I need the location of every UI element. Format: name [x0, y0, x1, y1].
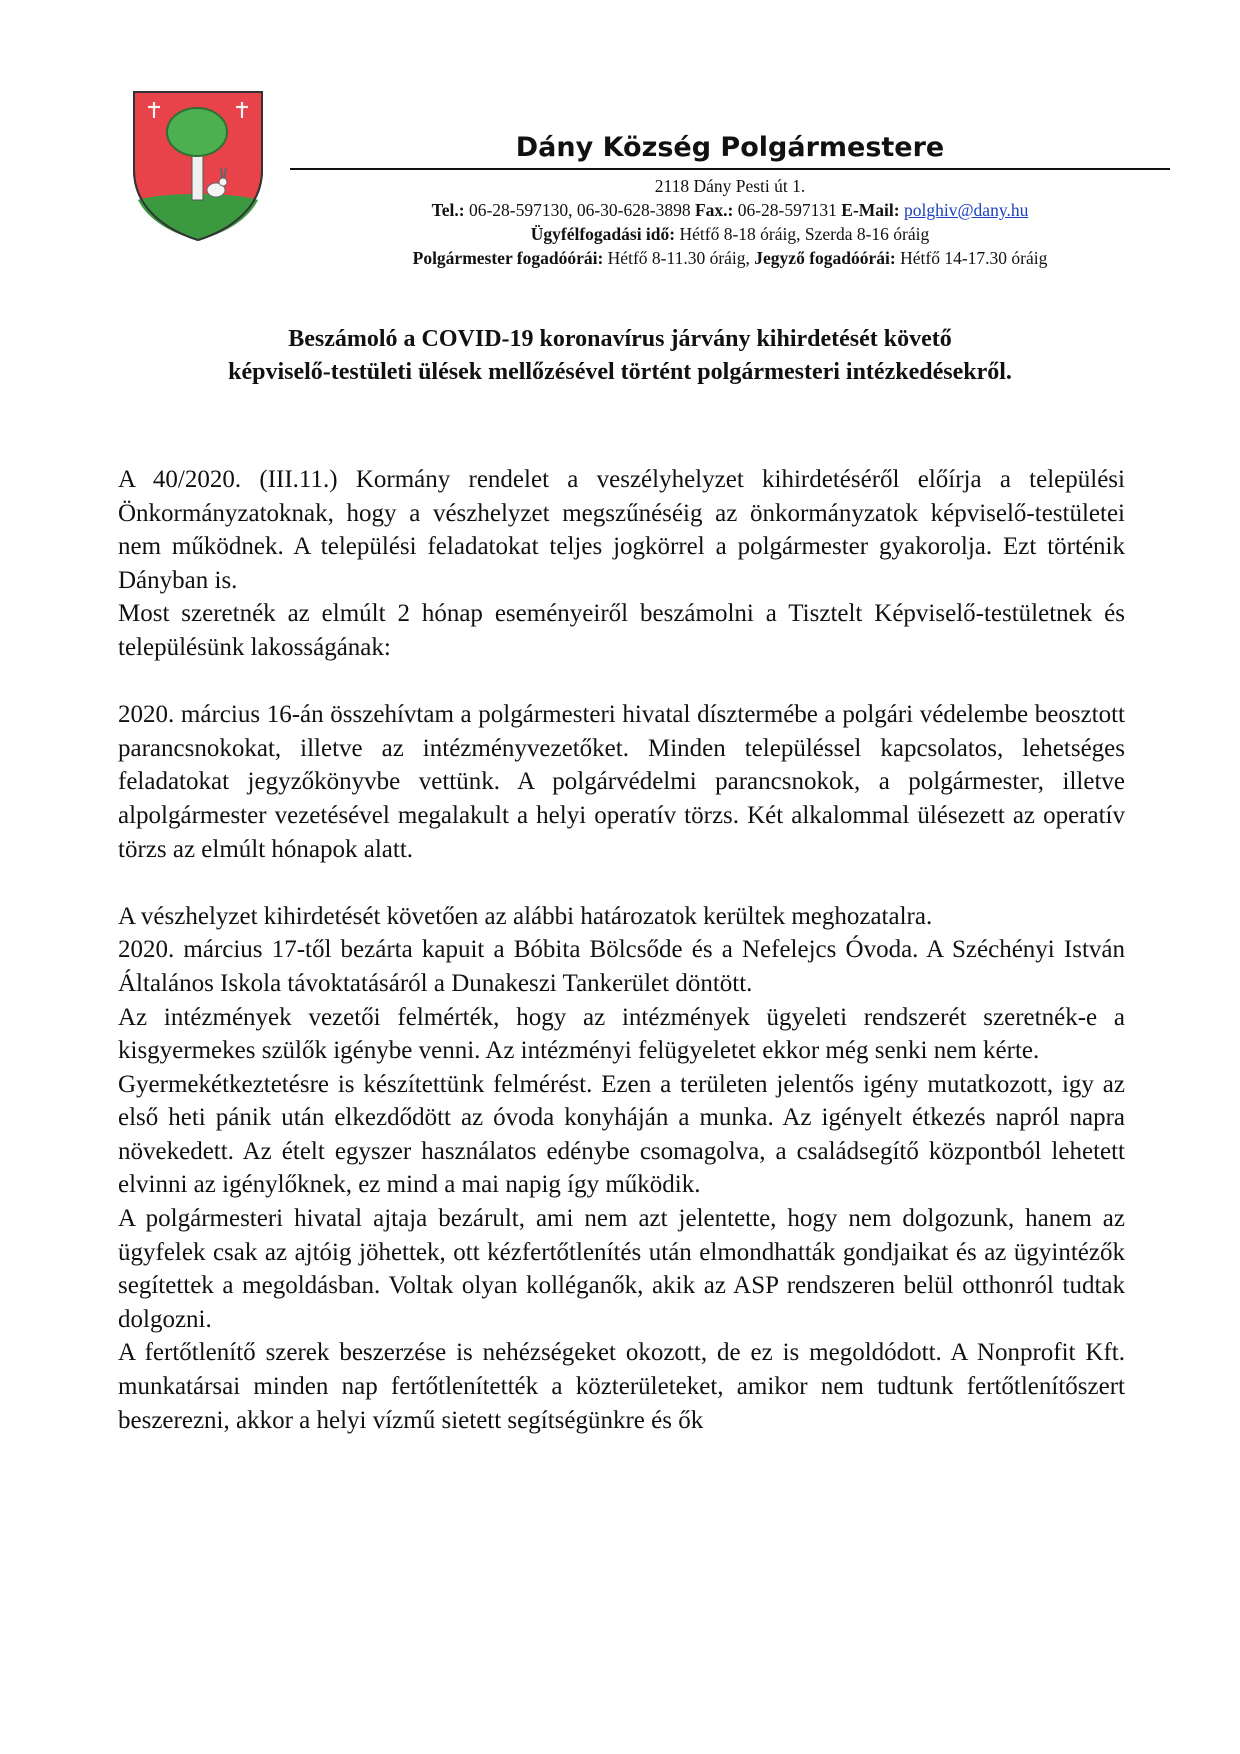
email-label: E-Mail:	[841, 200, 900, 220]
document-body	[118, 463, 1125, 1437]
paragraph: A vészhelyzet kihirdetését követően az alábbi határozatok kerültek meghozatalra.	[118, 902, 933, 930]
office-hours-value: Hétfő 8-18 óráig, Szerda 8-16 óráig	[679, 224, 930, 244]
title-line-1: Beszámoló a COVID-19 koronavírus járvány kihirdetését követő	[288, 326, 952, 352]
notary-hours-label: Jegyző fogadóórái:	[754, 248, 896, 268]
paragraph: A 40/2020. (III.11.) Kormány rendelet a veszélyhelyzet kihirdetéséről előírja a települési Önkormányzatoknak, hogy a vészhelyzet megszűnéséig az önkormányzatok képviselő-testületei nem működnek. A települési feladatokat teljes jogkörrel a polgármester gyakorolja. Ezt történik Dányban is.	[118, 466, 1125, 594]
office-hours-line	[320, 222, 1140, 246]
document-title	[110, 323, 1130, 389]
tel-label: Tel.:	[431, 200, 465, 220]
paragraph: 2020. március 17-től bezárta kapuit a Bóbita Bölcsőde és a Nefelejcs Óvoda. A Széchényi István Általános Iskola távoktatásáról a Dunakeszi Tankerület döntött.	[118, 936, 1125, 997]
paragraph: Gyermekétkeztetésre is készítettünk felmérést. Ezen a területen jelentős igény mutatkozott, igy az első heti pánik után elkezdődött az óvoda konyháján a munka. Az igényelt étkezés napról napra növekedett. Az ételt egyszer használatos edénybe csomagolva, a családsegítő központból lehetett elvinni az igénylőknek, ez mind a mai napig így működik.	[118, 1070, 1125, 1199]
mayor-hours-value: Hétfő 8-11.30 óráig,	[607, 248, 750, 268]
tel-value: 06-28-597130, 06-30-628-3898	[468, 200, 691, 220]
fax-value: 06-28-597131	[737, 200, 837, 220]
organization-name: Dány Község Polgármestere	[515, 132, 945, 163]
reception-hours-line	[320, 246, 1140, 270]
title-line-2: képviselő-testületi ülések mellőzésével történt polgármesteri intézkedésekről.	[228, 359, 1012, 385]
office-hours-label: Ügyfélfogadási idő:	[530, 224, 676, 244]
email-link[interactable]: polghiv@dany.hu	[903, 200, 1029, 220]
contact-block	[320, 174, 1140, 270]
paragraph: A polgármesteri hivatal ajtaja bezárult, ami nem azt jelentette, hogy nem dolgozunk, hanem az ügyfelek csak az ajtóig jöhettek, ott kézfertőtlenítés után elmondhatták gondjaikat és az ügyintézők segítettek a megoldásban. Voltak olyan kolléganők, akik az ASP rendszeren belül otthonról tudtak dolgozni.	[118, 1205, 1125, 1333]
phone-line	[320, 198, 1140, 222]
address: 2118 Dány Pesti út 1.	[654, 176, 806, 196]
coat-of-arms-icon	[130, 88, 266, 244]
paragraph: Az intézmények vezetői felmérték, hogy az intézmények ügyeleti rendszerét szeretnék-e a kisgyermekes szülők igénybe venni. Az intézményi felügyeletet ekkor még senki nem kérte.	[118, 1003, 1125, 1065]
paragraph: A fertőtlenítő szerek beszerzése is nehézségeket okozott, de ez is megoldódott. A Nonprofit Kft. munkatársai minden nap fertőtlenítették a közterületeket, amikor nem tudtunk fertőtlenítőszert beszerezni, akkor a helyi vízmű sietett segítségünkre és ők	[118, 1339, 1125, 1434]
fax-label: Fax.:	[694, 200, 734, 220]
notary-hours-value: Hétfő 14-17.30 óráig	[900, 248, 1048, 268]
header-divider	[290, 168, 1170, 170]
paragraph: Most szeretnék az elmúlt 2 hónap eseményeiről beszámolni a Tisztelt Képviselő-testületnek és településünk lakosságának:	[118, 600, 1125, 661]
paragraph: 2020. március 16-án összehívtam a polgármesteri hivatal dísztermébe a polgári védelembe beosztott parancsnokokat, illetve az intézményvezetőket. Minden településsel kapcsolatos, lehetséges feladatokat jegyzőkönyvbe vettünk. A polgárvédelmi parancsnokok, a polgármester, illetve alpolgármester vezetésével megalakult a helyi operatív törzs. Két alkalommal ülésezett az operatív törzs az elmúlt hónapok alatt.	[118, 701, 1125, 863]
mayor-hours-label: Polgármester fogadóórái:	[412, 248, 604, 268]
